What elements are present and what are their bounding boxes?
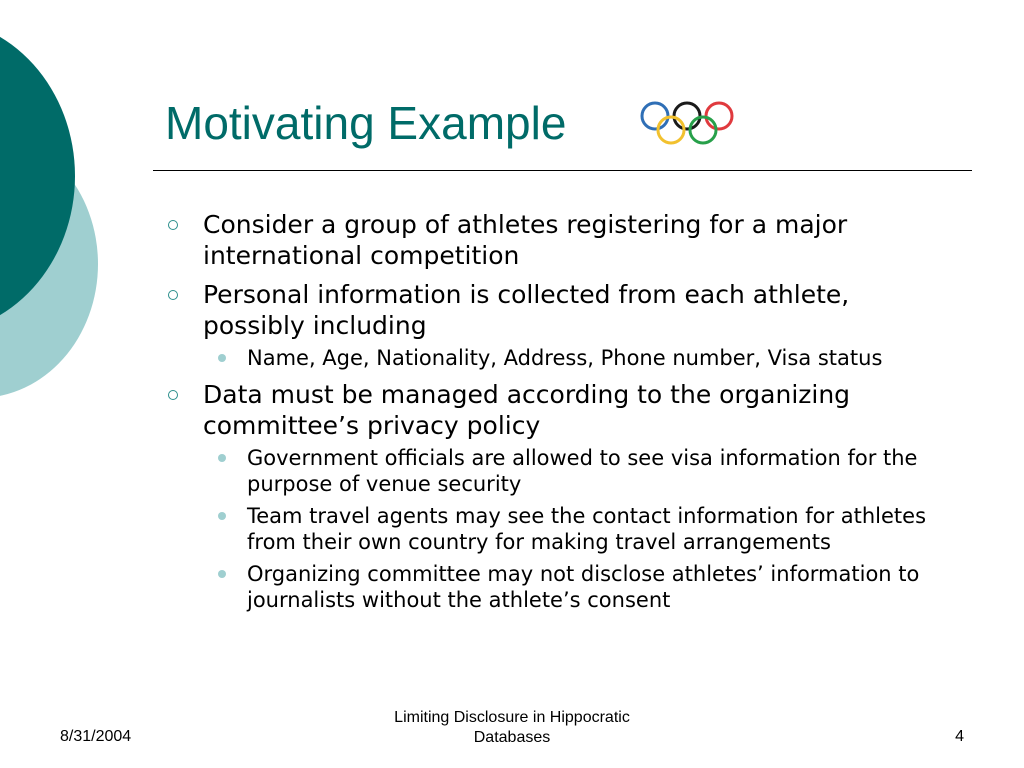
footer-title-line: Limiting Disclosure in Hippocratic	[394, 709, 630, 726]
ring-black	[674, 103, 700, 129]
slide-title: Motivating Example	[165, 97, 567, 149]
footer-date: 8/31/2004	[60, 728, 132, 745]
ring-red	[706, 103, 732, 129]
page-number: 4	[955, 728, 964, 745]
sub-bullet-text: Government officials are allowed to see visa information for the purpose of venue security	[247, 446, 918, 496]
bullet-text: Consider a group of athletes registering for a major international competition	[203, 210, 848, 270]
bullet-text: Personal information is collected from each athlete, possibly including	[203, 280, 850, 340]
hollow-circle-bullet-icon	[168, 290, 178, 300]
sub-bullet-item	[213, 345, 946, 371]
dot-bullet-icon	[218, 354, 226, 362]
bullet-text: Data must be managed according to the organizing committee’s privacy policy	[203, 380, 851, 440]
sub-bullet-item	[213, 561, 946, 613]
olympic-rings-icon	[636, 100, 740, 148]
sub-bullet-list	[166, 345, 946, 371]
dot-bullet-icon	[218, 512, 226, 520]
ring-green	[690, 117, 716, 143]
title-divider	[153, 170, 972, 171]
bullet-item	[166, 209, 946, 271]
sub-bullet-text: Organizing committee may not disclose athletes’ information to journalists without the athlete’s consent	[247, 562, 920, 612]
sub-bullet-item	[213, 503, 946, 555]
ring-yellow	[658, 117, 684, 143]
slide-content	[166, 209, 946, 621]
hollow-circle-bullet-icon	[168, 220, 178, 230]
sub-bullet-item	[213, 445, 946, 497]
dot-bullet-icon	[218, 454, 226, 462]
ring-blue	[642, 103, 668, 129]
sub-bullet-text: Team travel agents may see the contact information for athletes from their own country for making travel arrangements	[247, 504, 927, 554]
footer-title	[362, 708, 662, 748]
bullet-item	[166, 279, 946, 341]
sub-bullet-list	[166, 445, 946, 613]
dot-bullet-icon	[218, 570, 226, 578]
bullet-item	[166, 379, 946, 441]
sub-bullet-text: Name, Age, Nationality, Address, Phone number, Visa status	[247, 346, 883, 370]
footer-title-line: Databases	[473, 729, 551, 746]
hollow-circle-bullet-icon	[168, 390, 178, 400]
